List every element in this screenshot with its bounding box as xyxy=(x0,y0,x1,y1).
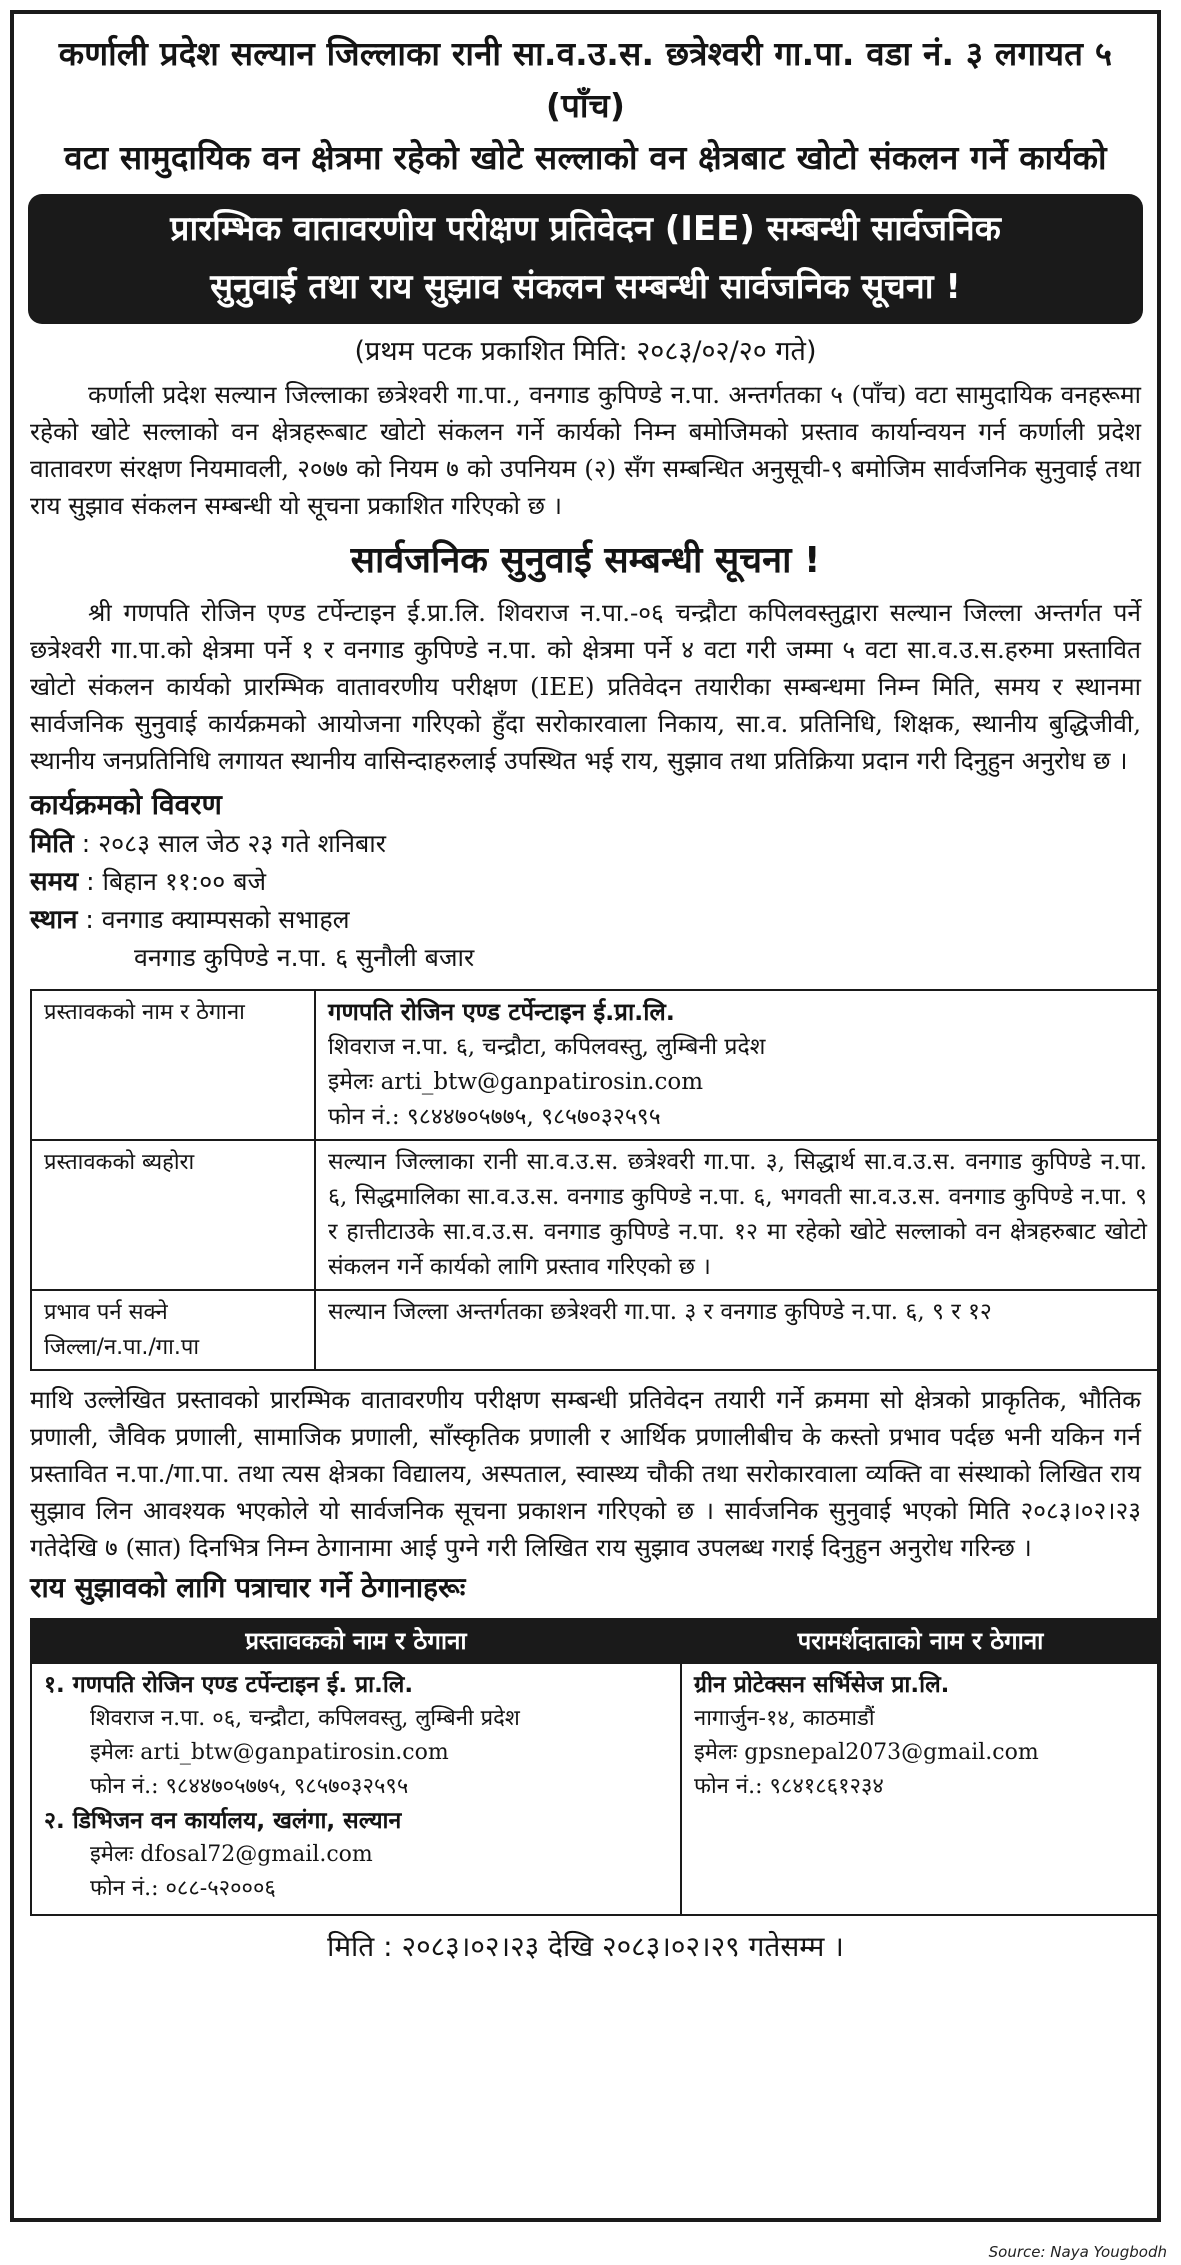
notice-frame xyxy=(10,10,1161,2222)
proposer-table xyxy=(30,989,1161,1371)
proposer-email: इमेलः arti_btw@ganpatirosin.com xyxy=(328,1069,704,1095)
consultant-email: इमेलः gpsnepal2073@gmail.com xyxy=(694,1740,1039,1765)
notice-heading xyxy=(24,28,1147,184)
program-date xyxy=(30,825,1141,863)
banner-line-2: सुनुवाई तथा राय सुझाव संकलन सम्बन्धी सार्वजनिक सूचना ! xyxy=(210,267,961,307)
intro-text: कर्णाली प्रदेश सल्यान जिल्लाका छत्रेश्वरी गा.पा., वनगाड कुपिण्डे न.पा. अन्तर्गतका ५ (पाँच) वटा सामुदायिक वनहरूमा रहेको खोटे सल्लाको वन क्षेत्रहरूबाट खोटो संकलन गर्ने कार्यको निम्न बमोजिमको प्रस्ताव कार्यान्वयन गर्न कर्णाली प्रदेश वातावरण संरक्षण नियमावली, २०७७ को नियम ७ को उपनियम (२) सँग सम्बन्धित अनुसूची-९ बमोजिम सार्वजनिक सुनुवाई तथा राय सुझाव संकलन सम्बन्धी यो सूचना प्रकाशित गरिएको छ । xyxy=(30,380,1141,520)
contact-title: राय सुझावको लागि पत्राचार गर्ने ठेगानाहरूः xyxy=(30,1571,466,1604)
notice-banner xyxy=(28,194,1143,324)
contact-proposer-1-phone: फोन नं.: ९८४४७०५७७५, ९८५७०३२५९५ xyxy=(90,1774,409,1799)
hearing-text: श्री गणपति रोजिन एण्ड टर्पेन्टाइन ई.प्रा.लि. शिवराज न.पा.-०६ चन्द्रौटा कपिलवस्तुद्वारा सल्यान जिल्ला अन्तर्गत पर्ने छत्रेश्वरी गा.पा.को क्षेत्रमा पर्ने १ र वनगाड कुपिण्डे न.पा. को क्षेत्रमा पर्ने ४ वटा गरी जम्मा ५ वटा सा.व.उ.स.हरुमा प्रस्तावित खोटो संकलन कार्यको प्रारम्भिक वातावरणीय परीक्षण (IEE) प्रतिवेदन तयारीका सम्बन्धमा निम्न मिति, समय र स्थानमा सार्वजनिक सुनुवाई कार्यक्रमको आयोजना गरिएको हुँदा सरोकारवाला निकाय, सा.व. प्रतिनिधि, शिक्षक, स्थानीय बुद्धिजीवी, स्थानीय जनप्रतिनिधि लगायत स्थानीय वासिन्दाहरुलाई उपस्थित भई राय, सुझाव तथा प्रतिक्रिया प्रदान गरी दिनुहुन अनुरोध छ । xyxy=(30,598,1141,775)
footer-date: मिति : २०८३।०२।२३ देखि २०८३।०२।२९ गतेसम्म । xyxy=(327,1930,844,1963)
publish-date: (प्रथम पटक प्रकाशित मिति: २०८३/०२/२० गते) xyxy=(354,336,817,367)
program-date-label: मिति xyxy=(30,829,74,859)
intro-paragraph xyxy=(30,376,1141,524)
program-time-value: : बिहान ११:०० बजे xyxy=(86,867,267,896)
proposal-text: सल्यान जिल्लाका रानी सा.व.उ.स. छत्रेश्वरी गा.पा. ३, सिद्धार्थ सा.व.उ.स. वनगाड कुपिण्डे न.पा. ६, सिद्धमालिका सा.व.उ.स. वनगाड कुपिण्डे न.पा. ६, भगवती सा.व.उ.स. वनगाड कुपिण्डे न.पा. ९ र हात्तीटाउके सा.व.उ.स. वनगाड कुपिण्डे न.पा. १२ मा रहेको खोटे सल्लाको वन क्षेत्रहरुबाट खोटो संकलन गर्ने कार्यको लागि प्रस्ताव गरिएको छ । xyxy=(315,1140,1160,1290)
program-time xyxy=(30,863,1141,901)
proposer-name-label: प्रस्तावकको नाम र ठेगाना xyxy=(31,990,315,1140)
table-row xyxy=(31,1663,1160,1915)
affected-area-label-1: प्रभाव पर्न सक्ने xyxy=(44,1300,168,1325)
program-place-line2 xyxy=(30,939,1141,977)
contact-proposer-1-address: शिवराज न.पा. ०६, चन्द्रौटा, कपिलवस्तु, लुम्बिनी प्रदेश xyxy=(90,1706,520,1731)
program-place-value-2: वनगाड कुपिण्डे न.पा. ६ सुनौली बजार xyxy=(134,943,475,972)
contact-proposer-2-name: २. डिभिजन वन कार्यालय, खलंगा, सल्यान xyxy=(44,1808,402,1834)
affected-area-label xyxy=(31,1290,315,1370)
banner-line-1: प्रारम्भिक वातावरणीय परीक्षण प्रतिवेदन (IEE) सम्बन्धी सार्वजनिक xyxy=(170,209,1001,249)
program-place-value: : वनगाड क्याम्पसको सभाहल xyxy=(85,905,350,934)
contact-proposer-cell xyxy=(31,1663,681,1915)
hearing-paragraph xyxy=(30,594,1141,779)
contact-header-consultant: परामर्शदाताको नाम र ठेगाना xyxy=(681,1619,1160,1663)
heading-line-2: वटा सामुदायिक वन क्षेत्रमा रहेको खोटे सल्लाको वन क्षेत्रबाट खोटो संकलन गर्ने कार्यको xyxy=(64,138,1107,177)
program-time-label: समय xyxy=(30,867,79,897)
proposer-name-cell xyxy=(315,990,1160,1140)
source-credit: Source: Naya Yougbodh xyxy=(988,2243,1167,2261)
heading-line-1: कर्णाली प्रदेश सल्यान जिल्लाका रानी सा.व.उ.स. छत्रेश्वरी गा.पा. वडा नं. ३ लगायत ५ (पाँच) xyxy=(58,34,1113,125)
proposer-phone: फोन नं.: ९८४४७०५७७५, ९८५७०३२५९५ xyxy=(328,1104,661,1130)
contact-header-proposer: प्रस्तावकको नाम र ठेगाना xyxy=(31,1619,681,1663)
affected-area-label-2: जिल्ला/न.पा./गा.पा xyxy=(44,1335,200,1360)
contact-proposer-2-email: इमेलः dfosal72@gmail.com xyxy=(90,1842,373,1867)
consultant-name: ग्रीन प्रोटेक्सन सर्भिसेज प्रा.लि. xyxy=(694,1672,950,1698)
program-place xyxy=(30,901,1141,939)
hearing-title: सार्वजनिक सुनुवाई सम्बन्धी सूचना ! xyxy=(350,540,821,581)
program-date-value: : २०८३ साल जेठ २३ गते शनिबार xyxy=(81,829,386,858)
contact-proposer-2-phone: फोन नं.: ०८८-५२०००६ xyxy=(90,1876,276,1901)
affected-area-text: सल्यान जिल्ला अन्तर्गतका छत्रेश्वरी गा.पा. ३ र वनगाड कुपिण्डे न.पा. ६, ९ र १२ xyxy=(315,1290,1160,1370)
notice-body xyxy=(24,14,1147,2218)
contact-proposer-1-email: इमेलः arti_btw@ganpatirosin.com xyxy=(90,1740,449,1765)
contact-consultant-cell xyxy=(681,1663,1160,1915)
proposer-address: शिवराज न.पा. ६, चन्द्रौटा, कपिलवस्तु, लुम्बिनी प्रदेश xyxy=(328,1034,766,1060)
program-title: कार्यक्रमको विवरण xyxy=(30,788,222,821)
table-row xyxy=(31,1290,1160,1370)
closing-paragraph: माथि उल्लेखित प्रस्तावको प्रारम्भिक वातावरणीय परीक्षण सम्बन्धी प्रतिवेदन तयारी गर्ने क्रममा सो क्षेत्रको प्राकृतिक, भौतिक प्रणाली, जैविक प्रणाली, सामाजिक प्रणाली, साँस्कृतिक प्रणाली र आर्थिक प्रणालीबीच के कस्तो प्रभाव पर्दछ भनी यकिन गर्न प्रस्तावित न.पा./गा.पा. तथा त्यस क्षेत्रका विद्यालय, अस्पताल, स्वास्थ्य चौकी तथा सरोकारवाला व्यक्ति वा संस्थाको लिखित राय सुझाव लिन आवश्यक भएकोले यो सार्वजनिक सूचना प्रकाशन गरिएको छ । सार्वजनिक सुनुवाई भएको मिति २०८३।०२।२३ गतेदेखि ७ (सात) दिनभित्र निम्न ठेगानामा आई पुग्ने गरी लिखित राय सुझाव उपलब्ध गराई दिनुहुन अनुरोध गरिन्छ । xyxy=(30,1385,1141,1562)
consultant-phone: फोन नं.: ९८४१८६१२३४ xyxy=(694,1774,884,1799)
table-row xyxy=(31,1140,1160,1290)
program-place-label: स्थान xyxy=(30,905,78,935)
proposer-name: गणपति रोजिन एण्ड टर्पेन्टाइन ई.प्रा.लि. xyxy=(328,998,675,1026)
table-row xyxy=(31,990,1160,1140)
contact-proposer-1-name: १. गणपति रोजिन एण्ड टर्पेन्टाइन ई. प्रा.लि. xyxy=(44,1672,414,1698)
consultant-address: नागार्जुन-१४, काठमाडौं xyxy=(694,1706,875,1731)
proposal-label: प्रस्तावकको ब्यहोरा xyxy=(31,1140,315,1290)
table-header-row xyxy=(31,1619,1160,1663)
contact-table xyxy=(30,1618,1161,1916)
